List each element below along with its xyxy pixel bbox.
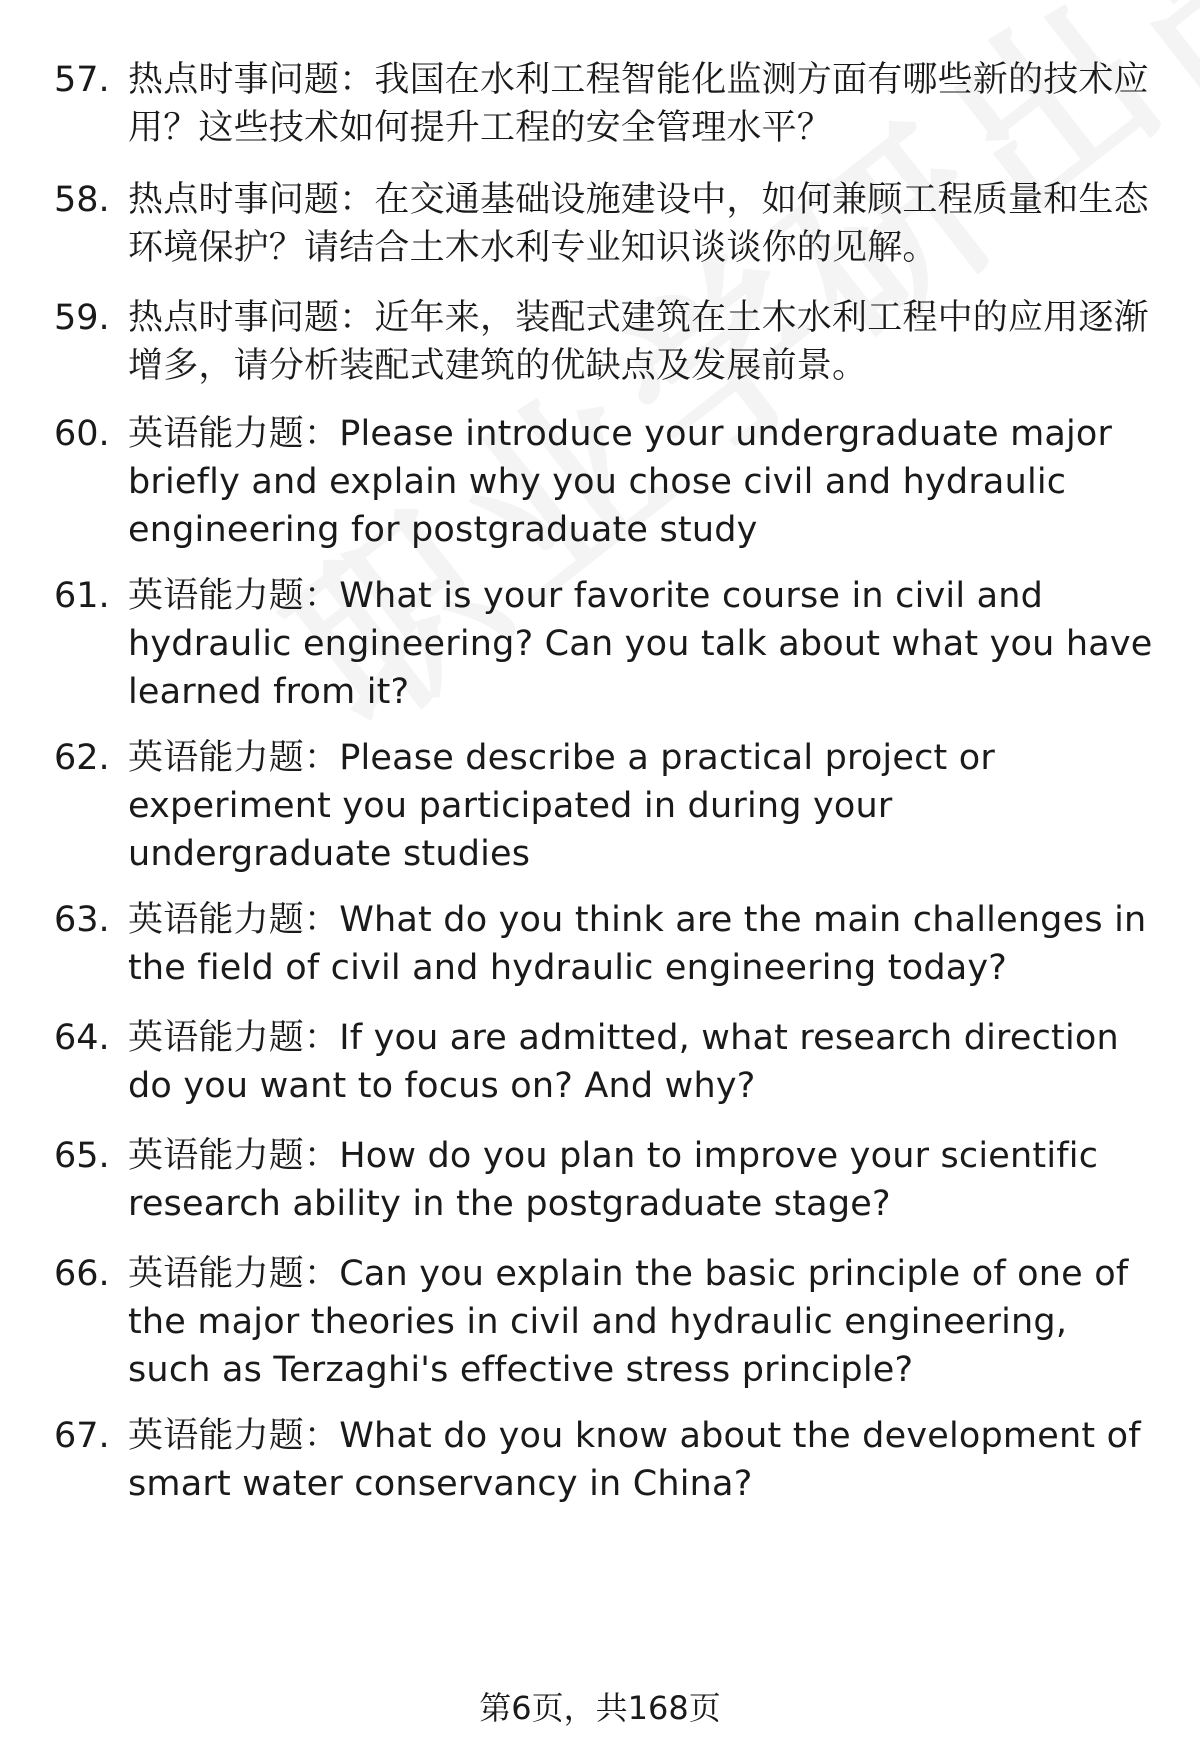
question-number: 64. xyxy=(54,1018,110,1058)
question-item xyxy=(54,1250,1160,1394)
question-number: 62. xyxy=(54,738,110,778)
question-number: 61. xyxy=(54,576,110,616)
question-number: 65. xyxy=(54,1136,110,1176)
question-number: 63. xyxy=(54,900,110,940)
question-number: 59. xyxy=(54,298,110,338)
page-footer: 第6页，共168页 xyxy=(479,1689,721,1727)
question-text: 英语能力题：What is your favorite course in civil and hydraulic engineering? Can you talk about what you have learned from it? xyxy=(128,576,1153,712)
question-item xyxy=(54,56,1160,152)
question-item xyxy=(54,294,1160,390)
question-text: 热点时事问题：近年来，装配式建筑在土木水利工程中的应用逐渐增多，请分析装配式建筑的优缺点及发展前景。 xyxy=(128,298,1149,386)
question-text: 英语能力题：What do you know about the development of smart water conservancy in China? xyxy=(128,1416,1141,1504)
question-number: 58. xyxy=(54,180,110,220)
question-text: 英语能力题：Please introduce your undergraduate major briefly and explain why you chose civil and hydraulic engineering for postgraduate study xyxy=(128,414,1113,550)
question-number: 57. xyxy=(54,60,110,100)
question-item xyxy=(54,734,1160,878)
question-item xyxy=(54,572,1160,716)
question-number: 66. xyxy=(54,1254,110,1294)
question-text: 英语能力题：What do you think are the main challenges in the field of civil and hydraulic engineering today? xyxy=(128,900,1147,988)
question-text: 英语能力题：If you are admitted, what research direction do you want to focus on? And why? xyxy=(128,1018,1119,1106)
question-item xyxy=(54,410,1160,554)
question-number: 60. xyxy=(54,414,110,454)
question-item xyxy=(54,1412,1160,1508)
question-text: 英语能力题：Please describe a practical project or experiment you participated in during your undergraduate studies xyxy=(128,738,995,874)
question-text: 英语能力题：Can you explain the basic principle of one of the major theories in civil and hydraulic engineering, such as Terzaghi's effective stress principle? xyxy=(128,1254,1129,1390)
question-text: 英语能力题：How do you plan to improve your scientific research ability in the postgraduate stage? xyxy=(128,1136,1099,1224)
question-item xyxy=(54,1132,1160,1228)
question-item xyxy=(54,176,1160,272)
question-item xyxy=(54,896,1160,992)
question-text: 热点时事问题：在交通基础设施建设中，如何兼顾工程质量和生态环境保护？请结合土木水利专业知识谈谈你的见解。 xyxy=(128,180,1149,268)
question-number: 67. xyxy=(54,1416,110,1456)
question-item xyxy=(54,1014,1160,1110)
question-text: 热点时事问题：我国在水利工程智能化监测方面有哪些新的技术应用？这些技术如何提升工程的安全管理水平？ xyxy=(128,60,1149,148)
